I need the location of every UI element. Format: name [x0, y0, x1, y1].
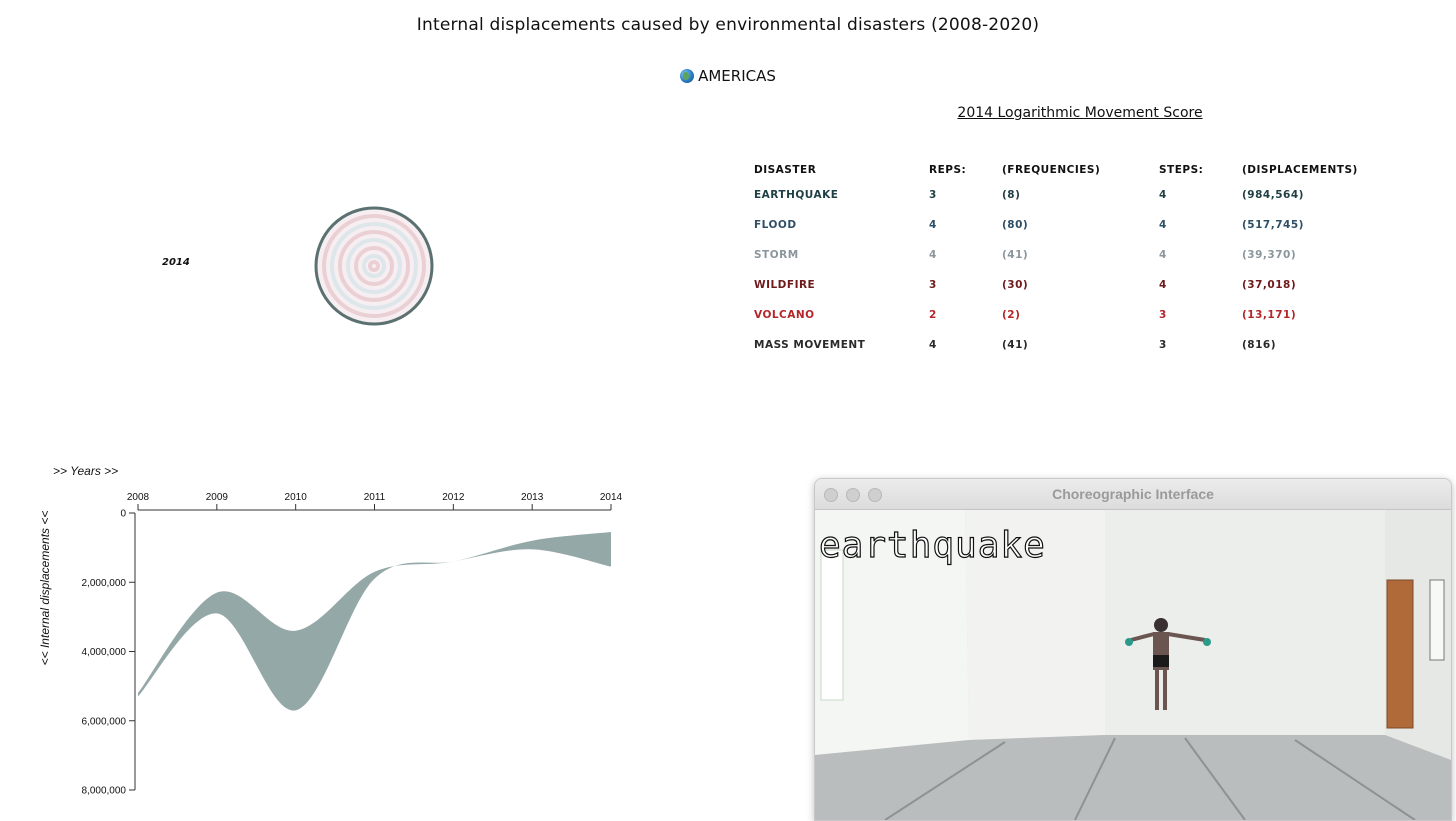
cell-displacements: (517,745)	[1242, 219, 1304, 231]
y-axis-label: << Internal displacements <<	[38, 510, 52, 666]
header-displacements: (DISPLACEMENTS)	[1242, 164, 1358, 176]
table-row	[754, 180, 1362, 210]
y-tick-label: 6,000,000	[81, 716, 126, 728]
cell-reps: 4	[929, 219, 937, 231]
cell-reps: 3	[929, 189, 937, 201]
cell-frequencies: (2)	[1002, 309, 1021, 321]
table-row	[754, 330, 1362, 360]
cell-steps: 4	[1159, 279, 1167, 291]
cell-frequencies: (80)	[1002, 219, 1029, 231]
movement-score-table	[754, 160, 1362, 360]
cell-disaster: EARTHQUAKE	[754, 189, 839, 201]
region-name: AMERICAS	[698, 67, 776, 85]
movement-rings-visualization	[312, 204, 436, 328]
cell-displacements: (39,370)	[1242, 249, 1297, 261]
header-steps: STEPS:	[1159, 164, 1204, 176]
cell-disaster: STORM	[754, 249, 799, 261]
cell-steps: 4	[1159, 189, 1167, 201]
detected-disaster-overlay: earthquake	[819, 525, 1046, 566]
table-row	[754, 270, 1362, 300]
cell-disaster: MASS MOVEMENT	[754, 339, 866, 351]
cell-disaster: FLOOD	[754, 219, 797, 231]
cell-frequencies: (8)	[1002, 189, 1021, 201]
ring-year-label: 2014	[162, 257, 190, 268]
page-title: Internal displacements caused by environmental disasters (2008-2020)	[416, 15, 1040, 35]
cell-displacements: (13,171)	[1242, 309, 1297, 321]
displacement-streamgraph	[30, 460, 650, 810]
table-row	[754, 240, 1362, 270]
y-tick-label: 2,000,000	[81, 577, 126, 589]
table-header-row	[754, 160, 1362, 180]
x-tick-label: 2012	[442, 492, 465, 503]
stream-band	[138, 532, 611, 711]
cell-reps: 4	[929, 249, 937, 261]
x-tick-label: 2008	[126, 492, 150, 503]
x-tick-label: 2013	[521, 492, 544, 503]
cell-steps: 3	[1159, 339, 1167, 351]
cell-displacements: (984,564)	[1242, 189, 1304, 201]
x-tick-label: 2014	[599, 492, 623, 503]
header-reps: REPS:	[929, 164, 967, 176]
cell-steps: 4	[1159, 249, 1167, 261]
x-tick-label: 2011	[363, 492, 386, 503]
cell-displacements: (37,018)	[1242, 279, 1297, 291]
header-disaster: DISASTER	[754, 164, 817, 176]
y-tick-label: 0	[120, 508, 126, 520]
region-label	[0, 67, 1456, 85]
x-tick-label: 2010	[284, 492, 307, 503]
cell-displacements: (816)	[1242, 339, 1277, 351]
cell-steps: 3	[1159, 309, 1167, 321]
cell-disaster: VOLCANO	[754, 309, 815, 321]
globe-americas-icon	[680, 69, 694, 83]
table-row	[754, 300, 1362, 330]
cell-reps: 4	[929, 339, 937, 351]
cell-disaster: WILDFIRE	[754, 279, 816, 291]
header-frequencies: (FREQUENCIES)	[1002, 164, 1101, 176]
cell-frequencies: (30)	[1002, 279, 1029, 291]
score-title: 2014 Logarithmic Movement Score	[957, 105, 1203, 121]
cell-frequencies: (41)	[1002, 339, 1029, 351]
x-axis-label: >> Years >>	[53, 464, 119, 478]
window-title: Choreographic Interface	[1052, 486, 1214, 502]
cell-reps: 2	[929, 309, 937, 321]
cell-steps: 4	[1159, 219, 1167, 231]
table-row	[754, 210, 1362, 240]
choreographic-interface-window[interactable]	[814, 478, 1452, 821]
cell-frequencies: (41)	[1002, 249, 1029, 261]
y-tick-label: 4,000,000	[81, 647, 126, 658]
x-tick-label: 2009	[205, 492, 228, 503]
window-titlebar[interactable]	[815, 479, 1451, 510]
y-tick-label: 8,000,000	[81, 785, 126, 797]
cell-reps: 3	[929, 279, 937, 291]
